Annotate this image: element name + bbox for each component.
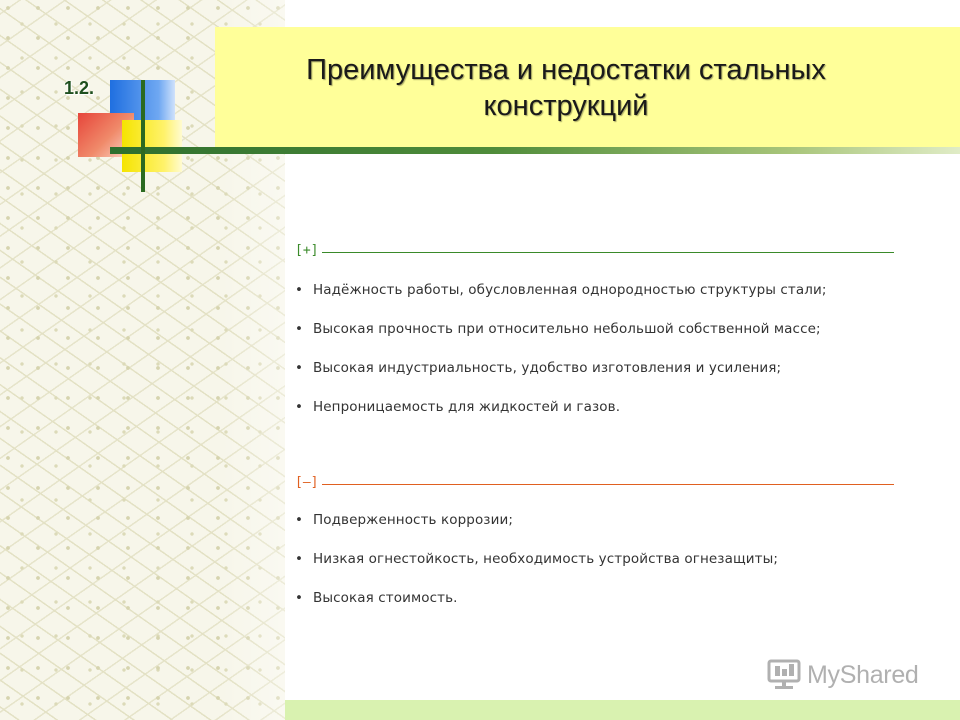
footer-band [285, 700, 960, 720]
list-item [295, 282, 945, 321]
bullet: • [295, 360, 304, 376]
slide-title [215, 52, 917, 124]
pros-underline [322, 252, 894, 253]
green-vertical-line [141, 80, 145, 192]
bullet: • [295, 282, 304, 298]
slide-title-line-2: конструкций [483, 90, 649, 122]
pros-list [295, 282, 945, 438]
bullet: • [295, 590, 304, 606]
cons-item-text: Подверженность коррозии; [313, 512, 513, 528]
pros-item-text: Высокая прочность при относительно небольшой собственной массе; [313, 321, 821, 337]
cons-heading [295, 475, 905, 490]
green-divider-bar [110, 147, 960, 154]
cons-underline [322, 484, 894, 485]
cons-list [295, 512, 945, 629]
slide-number: 1.2. [64, 78, 95, 98]
slide-title-line-1: Преимущества и недостатки стальных [306, 54, 826, 86]
pros-item-text: Надёжность работы, обусловленная однородностью структуры стали; [313, 282, 827, 298]
projector-screen-icon [767, 659, 801, 691]
list-item [295, 399, 945, 438]
pros-item-text: Непроницаемость для жидкостей и газов. [313, 399, 621, 415]
list-item [295, 551, 945, 590]
list-item [295, 512, 945, 551]
yellow-square-decoration [122, 120, 182, 172]
list-item [295, 590, 945, 629]
pros-marker: [+] [295, 243, 319, 258]
pros-item-text: Высокая индустриальность, удобство изготовления и усиления; [313, 360, 782, 376]
bullet: • [295, 551, 304, 567]
watermark-logo[interactable] [767, 657, 919, 693]
bullet: • [295, 399, 304, 415]
list-item [295, 360, 945, 399]
watermark-text: MyShared [807, 660, 919, 689]
list-item [295, 321, 945, 360]
cons-item-text: Высокая стоимость. [313, 590, 458, 606]
pros-heading [295, 243, 905, 258]
bullet: • [295, 321, 304, 337]
bullet: • [295, 512, 304, 528]
cons-marker: [–] [295, 475, 319, 490]
cons-item-text: Низкая огнестойкость, необходимость устройства огнезащиты; [313, 551, 779, 567]
